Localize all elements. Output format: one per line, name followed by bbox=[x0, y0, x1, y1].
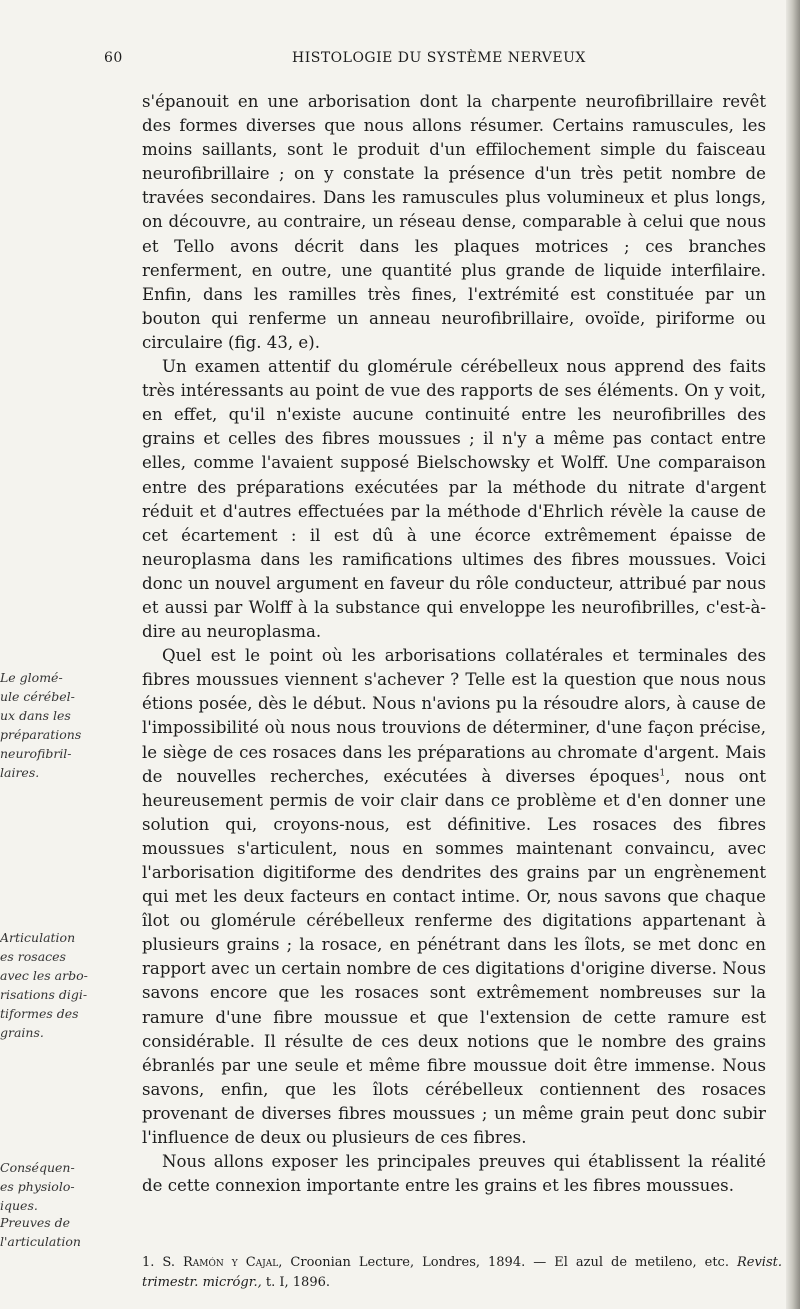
running-title: HISTOLOGIE DU SYSTÈME NERVEUX bbox=[292, 50, 586, 66]
footnote-text-2: t. I, 1896. bbox=[265, 1275, 330, 1290]
paragraph-3-part-1: Quel est le point où les arborisations collatérales et terminales des fibres moussues viennent s'achever ? Telle est la question que nous nous étions posée, dès le début. Nous n'avions pu la résoudre alors, à cause de l'impossibilité où nous nous trouvions de déterminer, d'une façon précise, le siège de ces rosaces dans les préparations au chromate d'argent. Mais de nouvelles recherches, exécutées à diverses époques bbox=[142, 646, 766, 786]
footnote-author: Ramón y Cajal, bbox=[183, 1255, 283, 1270]
footnote-author-initial: S. bbox=[162, 1255, 175, 1270]
page-header bbox=[0, 46, 800, 70]
main-text bbox=[142, 90, 766, 1198]
footnote-marker: 1. bbox=[142, 1255, 155, 1270]
page-number: 60 bbox=[104, 50, 123, 66]
footnote bbox=[142, 1253, 782, 1293]
margin-note-consequences: Conséquen- es physiolo- iques. bbox=[0, 1160, 75, 1213]
footnote-ref: 1 bbox=[659, 768, 666, 779]
footnote-journal: Revist. trimestr. micrógr., bbox=[142, 1255, 782, 1290]
paragraph-4: Nous allons exposer les principales preuves qui établissent la réalité de cette connexion importante entre les grains et les fibres moussues. bbox=[142, 1152, 766, 1196]
paragraph-3-part-2: , nous ont heureusement permis de voir clair dans ce problème et d'en donner une solution qui, croyons-nous, est définitive. Les rosaces des fibres moussues s'articulent, nous en sommes maintenant convaincu, avec l'arborisation digitiforme des dendrites des grains par un engrènement qui met les deux facteurs en contact intime. Or, nous savons que chaque îlot ou glomérule cérébelleux renferme des digitations appartenant à plusieurs grains ; la rosace, en pénétrant dans les îlots, se met donc en rapport avec un certain nombre de ces digitations d'origine diverse. Nous savons encore que les rosaces sont extrêmement nombreuses sur la ramure d'une fibre moussue et que l'extension de cette ramure est considérable. Il résulte de ces deux notions que le nombre des grains ébranlés par une seule et même fibre moussue doit être immense. Nous savons, enfin, que les îlots cérébelleux contiennent des rosaces provenant de diverses fibres moussues ; un même grain peut donc subir l'influence de deux ou plusieurs de ces fibres. bbox=[142, 766, 766, 1148]
margin-note-preuves: Preuves de l'articulation bbox=[0, 1215, 81, 1249]
paragraph-3 bbox=[142, 644, 766, 1150]
paragraph-1: s'épanouit en une arborisation dont la charpente neurofibrillaire revêt des formes diverses que nous allons résumer. Certains ramuscules, les moins saillants, sont le produit d'un effilochement simple du faisceau neurofibrillaire ; on y constate la présence d'un très petit nombre de travées secondaires. Dans les ramuscules plus volumineux et plus longs, on découvre, au contraire, un réseau dense, comparable à celui que nous et Tello avons décrit dans les plaques motrices ; ces branches renferment, en outre, une quantité plus grande de liquide interfilaire. Enfin, dans les ramilles très fines, l'extrémité est constituée par un bouton qui renferme un anneau neurofibrillaire, ovoïde, piriforme ou circulaire (fig. 43, e). bbox=[142, 92, 766, 352]
margin-note-glomerule: Le glomé- ule cérébel- ux dans les préparations neurofibril- laires. bbox=[0, 670, 82, 780]
page-edge-shadow bbox=[786, 0, 800, 1309]
margin-note-articulation: Articulation es rosaces avec les arbo- risations digi- tiformes des grains. bbox=[0, 930, 88, 1040]
paragraph-2: Un examen attentif du glomérule cérébelleux nous apprend des faits très intéressants au point de vue des rapports de ses éléments. On y voit, en effet, qu'il n'existe aucune continuité entre les neurofibrilles des grains et celles des fibres moussues ; il n'y a même pas contact entre elles, comme l'avaient supposé Bielschowsky et Wolff. Une comparaison entre des préparations exécutées par la méthode du nitrate d'argent réduit et d'autres effectuées par la méthode d'Ehrlich révèle la cause de cet écartement : il est dû à une écorce extrêmement épaisse de neuroplasma dans les ramifications ultimes des fibres moussues. Voici donc un nouvel argument en faveur du rôle conducteur, attribué par nous et aussi par Wolff à la substance qui enveloppe les neurofibrilles, c'est-à-dire au neuroplasma. bbox=[142, 357, 766, 642]
footnote-text-1: Croonian Lecture, Londres, 1894. — El azul de metileno, etc. bbox=[290, 1255, 729, 1270]
